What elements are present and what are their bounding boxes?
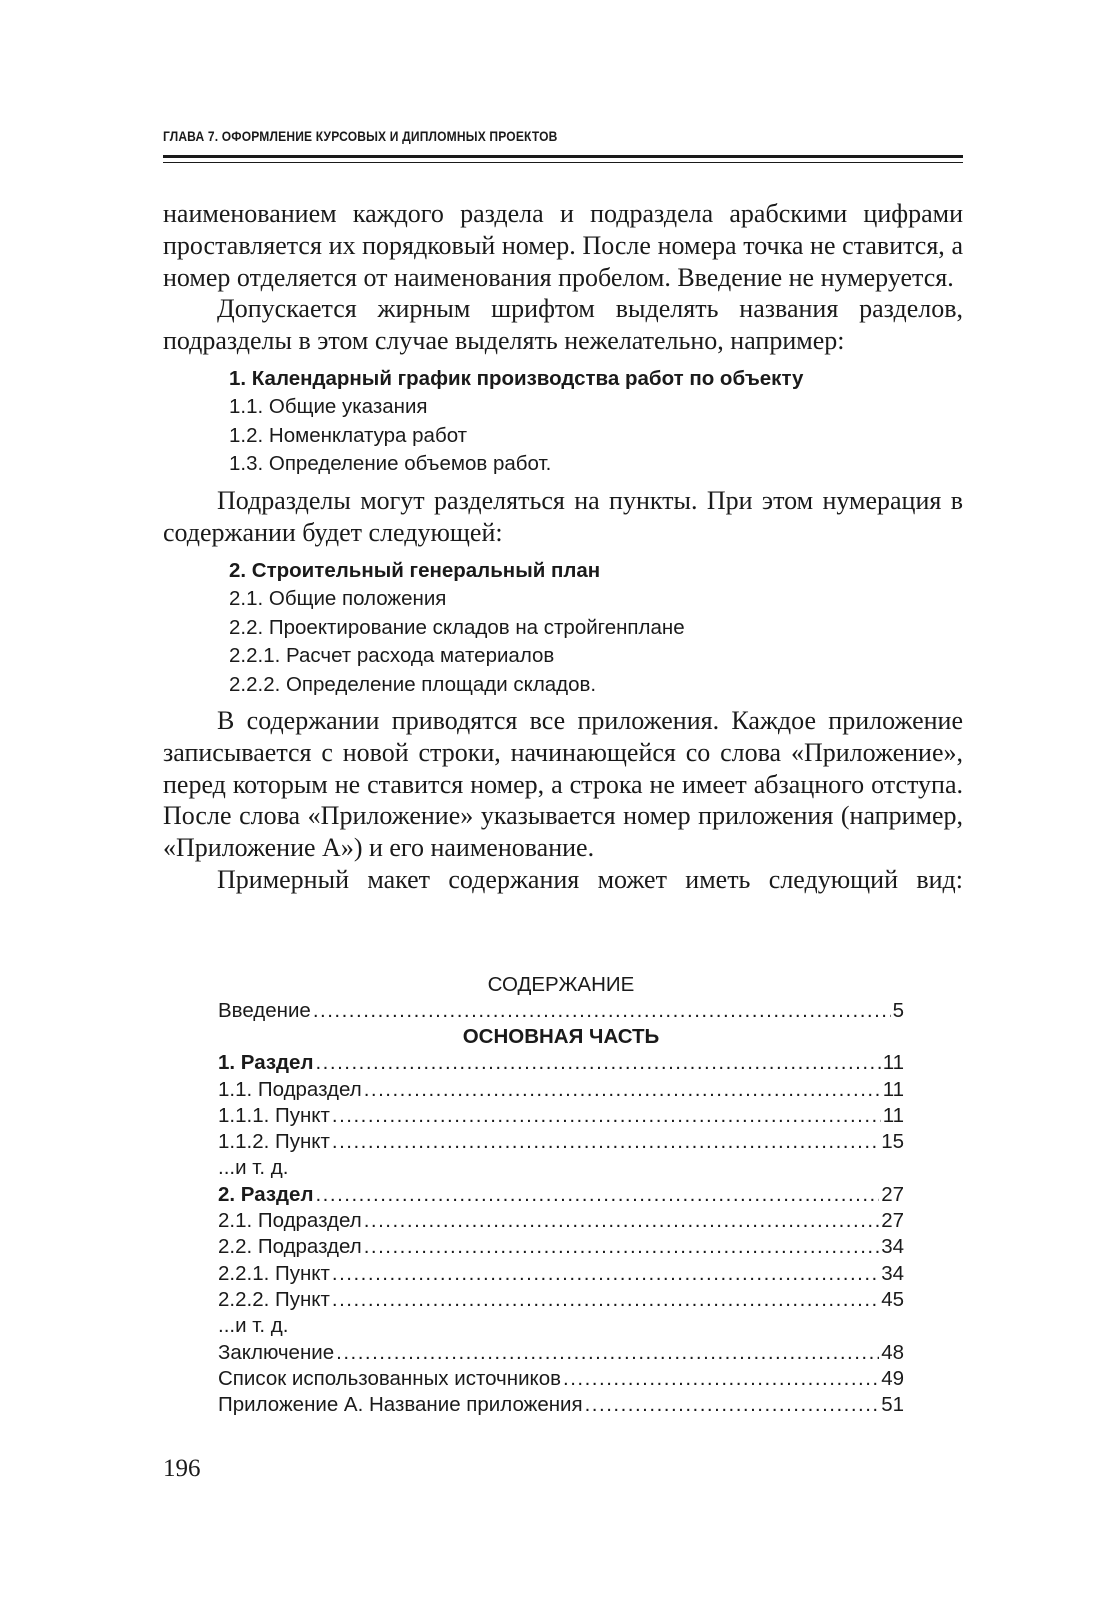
paragraph-3: Подразделы могут разделяться на пункты. При этом нумерация в содержании будет следующей:	[163, 485, 963, 547]
toc-leader	[585, 1392, 880, 1418]
toc-row	[218, 1103, 904, 1129]
toc-row	[218, 1077, 904, 1103]
toc-row	[218, 1340, 904, 1366]
body-text	[163, 198, 963, 896]
toc-leader	[364, 1234, 879, 1260]
toc-leader	[364, 1077, 881, 1103]
example-1-heading: 1. Календарный график производства работ по объекту	[229, 366, 804, 390]
example-2-item: 2.2.1. Расчет расхода материалов	[229, 644, 555, 668]
toc-etc: ...и т. д.	[218, 1314, 289, 1338]
toc-page: 34	[881, 1261, 904, 1285]
toc-row	[218, 1287, 904, 1313]
toc-row	[218, 1182, 904, 1208]
toc-leader	[332, 1103, 881, 1129]
toc-label: 1.1.1. Пункт	[218, 1103, 330, 1127]
example-2-item: 2.1. Общие положения	[229, 587, 447, 611]
paragraph-4: В содержании приводятся все приложения. Каждое приложение записывается с новой строки, начинающейся со слова «Приложение», перед которым не ставится номер, а строка не имеет абзацного отступа. После слова «Приложение» указывается номер приложения (например, «Приложение А») и его наименование.	[163, 706, 963, 863]
toc-row	[218, 1366, 904, 1392]
toc-row	[218, 998, 904, 1024]
example-section-2	[163, 557, 963, 700]
page-number: 196	[163, 1455, 201, 1482]
toc-label: 1.1.2. Пункт	[218, 1130, 330, 1154]
paragraph-1: наименованием каждого раздела и подраздела арабскими цифрами проставляется их порядковый номер. После номера точка не ставится, а номер отделяется от наименования пробелом. Введение не нумеруется.	[163, 199, 963, 292]
toc-label: 2.1. Подраздел	[218, 1209, 362, 1233]
toc-label: 1. Раздел	[218, 1051, 314, 1075]
toc-label: 2.2. Подраздел	[218, 1235, 362, 1259]
toc-label: 2.2.1. Пункт	[218, 1261, 330, 1285]
table-of-contents	[218, 972, 904, 1418]
toc-page: 27	[881, 1209, 904, 1233]
example-1-item: 1.3. Определение объемов работ.	[229, 452, 552, 476]
toc-page: 34	[881, 1235, 904, 1259]
toc-row	[218, 1129, 904, 1155]
example-2-item: 2.2. Проектирование складов на стройгенплане	[229, 615, 685, 639]
toc-label: Приложение А. Название приложения	[218, 1393, 583, 1417]
toc-page: 11	[882, 1051, 904, 1075]
toc-leader	[336, 1340, 879, 1366]
toc-main-part: ОСНОВНАЯ ЧАСТЬ	[462, 1025, 660, 1049]
toc-leader	[315, 1182, 879, 1208]
example-2-item: 2.2.2. Определение площади складов.	[229, 672, 597, 696]
header-rule-thin	[163, 162, 963, 163]
toc-leader	[364, 1208, 879, 1234]
header-rule-thick	[163, 155, 963, 158]
toc-label: 1.1. Подраздел	[218, 1077, 362, 1101]
toc-leader	[313, 998, 891, 1024]
example-section-1	[163, 365, 963, 479]
toc-page: 45	[881, 1287, 904, 1311]
toc-page: 11	[882, 1077, 904, 1101]
toc-label: Заключение	[218, 1340, 335, 1364]
example-1-item: 1.1. Общие указания	[229, 395, 428, 419]
toc-leader	[315, 1050, 880, 1076]
toc-page: 51	[881, 1393, 904, 1417]
toc-etc: ...и т. д.	[218, 1156, 289, 1180]
toc-page: 49	[881, 1366, 904, 1390]
toc-row	[218, 1261, 904, 1287]
running-header: ГЛАВА 7. ОФОРМЛЕНИЕ КУРСОВЫХ И ДИПЛОМНЫХ ПРОЕКТОВ	[163, 128, 558, 144]
toc-row	[218, 1050, 904, 1076]
toc-page: 5	[892, 999, 904, 1022]
toc-page: 48	[881, 1340, 904, 1364]
toc-label: 2. Раздел	[218, 1182, 314, 1206]
toc-page: 11	[882, 1103, 904, 1127]
toc-leader	[563, 1366, 879, 1392]
toc-label: Введение	[218, 999, 311, 1022]
paragraph-5: Примерный макет содержания может иметь следующий вид:	[217, 865, 963, 895]
toc-page: 15	[881, 1130, 904, 1154]
toc-leader	[332, 1129, 879, 1155]
toc-page: 27	[881, 1182, 904, 1206]
toc-title: СОДЕРЖАНИЕ	[487, 973, 635, 996]
toc-label: 2.2.2. Пункт	[218, 1287, 330, 1311]
example-1-item: 1.2. Номенклатура работ	[229, 423, 468, 447]
toc-row	[218, 1208, 904, 1234]
example-2-heading: 2. Строительный генеральный план	[229, 558, 601, 582]
toc-leader	[332, 1287, 879, 1313]
toc-leader	[332, 1261, 879, 1287]
paragraph-2: Допускается жирным шрифтом выделять названия разделов, подразделы в этом случае выделять нежелательно, например:	[163, 294, 963, 356]
toc-row	[218, 1392, 904, 1418]
toc-label: Список использованных источников	[218, 1366, 562, 1390]
toc-row	[218, 1234, 904, 1260]
